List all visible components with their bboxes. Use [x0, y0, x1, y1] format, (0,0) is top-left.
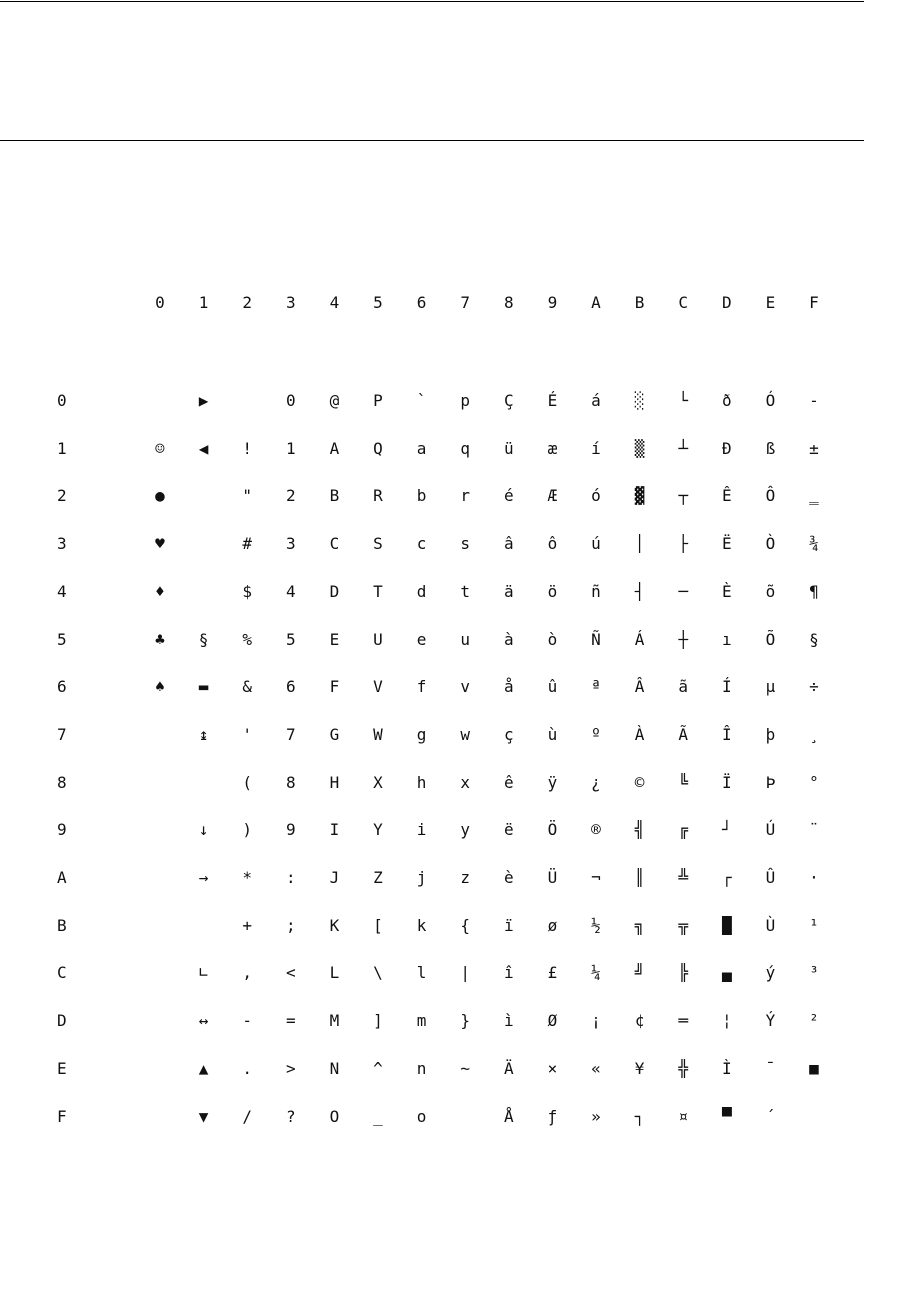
table-cell: ▲	[198, 1058, 209, 1078]
table-cell: Ë	[721, 534, 732, 554]
table-cell: ╝	[634, 963, 645, 983]
table-cell: │	[634, 534, 645, 554]
table-cell: ┤	[634, 581, 645, 601]
column-header: D	[721, 293, 732, 312]
table-cell: ø	[547, 915, 558, 935]
table-cell: æ	[547, 438, 558, 458]
table-cell: ]	[373, 1011, 383, 1031]
table-cell: f	[416, 677, 427, 697]
table-cell: Z	[373, 868, 383, 887]
row-header: 0	[57, 391, 67, 410]
table-cell: 4	[285, 581, 296, 601]
table-cell: T	[373, 581, 383, 601]
table-cell: H	[329, 772, 340, 792]
table-cell: Y	[373, 820, 383, 840]
table-cell: +	[242, 915, 252, 935]
table-cell: ×	[547, 1058, 558, 1078]
table-cell: Ä	[503, 1058, 514, 1078]
table-cell: Ù	[765, 915, 776, 935]
table-cell: -	[242, 1011, 252, 1031]
table-cell	[145, 864, 175, 892]
table-cell: v	[460, 677, 470, 697]
table-cell: e	[416, 629, 427, 649]
table-cell: →	[198, 868, 209, 887]
table-cell: l	[416, 963, 427, 983]
table-cell: :	[285, 868, 296, 887]
table-cell: ▄	[721, 963, 732, 983]
table-cell: Ô	[765, 486, 776, 506]
table-cell: ¬	[591, 868, 601, 887]
table-cell: ß	[765, 438, 776, 458]
table-cell: ½	[591, 915, 601, 935]
column-header: 5	[373, 293, 383, 312]
table-cell: &	[242, 677, 252, 697]
table-cell: ┴	[678, 438, 688, 458]
table-cell: █	[721, 915, 732, 935]
table-cell: A	[329, 438, 340, 458]
table-cell: ^	[373, 1058, 383, 1078]
table-cell: ù	[547, 724, 558, 744]
table-cell: =	[285, 1011, 296, 1031]
table-cell: ¸	[809, 724, 819, 744]
column-header: B	[634, 293, 645, 312]
table-cell: }	[460, 1011, 470, 1031]
table-cell: °	[809, 772, 819, 792]
table-cell	[145, 912, 175, 940]
table-cell: d	[416, 581, 427, 601]
table-cell: )	[242, 820, 252, 840]
table-cell: .	[242, 1058, 252, 1078]
table-cell: S	[373, 534, 383, 554]
table-cell: ;	[285, 915, 296, 935]
table-cell: é	[503, 486, 514, 506]
table-cell	[450, 1103, 480, 1131]
table-cell: ?	[285, 1106, 296, 1126]
table-cell: O	[329, 1106, 340, 1126]
table-cell: /	[242, 1106, 252, 1126]
table-cell: ò	[547, 629, 558, 649]
table-cell: Î	[721, 724, 732, 744]
table-cell: ═	[678, 1011, 688, 1031]
table-cell: É	[547, 391, 558, 410]
table-cell: o	[416, 1106, 427, 1126]
table-cell: ç	[503, 724, 514, 744]
table-cell: t	[460, 581, 470, 601]
column-header: 6	[416, 293, 427, 312]
table-cell: ╬	[678, 1058, 688, 1078]
column-header: E	[765, 293, 776, 312]
table-cell: y	[460, 820, 470, 840]
table-cell	[232, 387, 262, 415]
table-cell: q	[460, 438, 470, 458]
table-cell: 5	[285, 629, 296, 649]
table-cell: ´	[765, 1106, 776, 1126]
table-cell	[145, 959, 175, 987]
table-cell: F	[329, 677, 340, 697]
table-cell: R	[373, 486, 383, 506]
table-cell: Ã	[678, 724, 688, 744]
table-cell: ┐	[634, 1106, 645, 1126]
table-cell: <	[285, 963, 296, 983]
table-cell: ◀	[198, 438, 209, 458]
table-cell	[145, 387, 175, 415]
row-header: 4	[57, 581, 67, 601]
table-cell: ▓	[634, 486, 645, 506]
table-cell: $	[242, 581, 252, 601]
table-cell: ╠	[678, 963, 688, 983]
table-cell: ±	[809, 438, 819, 458]
table-cell: J	[329, 868, 340, 887]
table-cell: #	[242, 534, 252, 554]
table-cell: Ê	[721, 486, 732, 506]
table-cell: ı	[721, 629, 732, 649]
table-cell: Æ	[547, 486, 558, 506]
table-cell: ¿	[591, 772, 601, 792]
table-cell: Ú	[765, 820, 776, 840]
table-cell	[145, 721, 175, 749]
table-cell: !	[242, 438, 252, 458]
table-cell: ♠	[155, 677, 165, 697]
table-cell: è	[503, 868, 514, 887]
table-cell: ╔	[678, 820, 688, 840]
table-cell	[189, 530, 219, 558]
table-cell: ■	[809, 1058, 819, 1078]
table-cell: V	[373, 677, 383, 697]
table-cell: ¡	[591, 1011, 601, 1031]
table-cell: ¤	[678, 1106, 688, 1126]
column-header: 2	[242, 293, 252, 312]
table-cell: ─	[678, 581, 688, 601]
table-cell: L	[329, 963, 340, 983]
table-cell: ▀	[721, 1106, 732, 1126]
table-cell: '	[242, 724, 252, 744]
table-cell: %	[242, 629, 252, 649]
column-header: F	[809, 293, 819, 312]
table-cell: ┘	[721, 820, 732, 840]
table-cell: ┌	[721, 868, 732, 887]
row-header: 3	[57, 534, 67, 554]
table-cell: È	[721, 581, 732, 601]
column-header: 0	[155, 293, 165, 312]
table-cell: ╣	[634, 820, 645, 840]
table-cell: X	[373, 772, 383, 792]
table-cell: å	[503, 677, 514, 697]
table-cell	[145, 769, 175, 797]
table-cell: \	[373, 963, 383, 983]
table-cell: Ñ	[591, 629, 601, 649]
table-cell: "	[242, 486, 252, 506]
table-cell: U	[373, 629, 383, 649]
table-cell: a	[416, 438, 427, 458]
column-header: 9	[547, 293, 558, 312]
table-cell: ¹	[809, 915, 819, 935]
table-cell: K	[329, 915, 340, 935]
table-cell: ▒	[634, 438, 645, 458]
table-cell: ║	[634, 868, 645, 887]
table-cell: 7	[285, 724, 296, 744]
table-cell: ▬	[198, 677, 209, 697]
table-cell: ♦	[155, 581, 165, 601]
table-cell: ╦	[678, 915, 688, 935]
table-cell: C	[329, 534, 340, 554]
table-cell: ö	[547, 581, 558, 601]
table-cell: ã	[678, 677, 688, 697]
table-cell: î	[503, 963, 514, 983]
table-cell: »	[591, 1106, 601, 1126]
table-cell: §	[809, 629, 819, 649]
table-cell: P	[373, 391, 383, 410]
table-cell: ²	[809, 1011, 819, 1031]
table-cell: I	[329, 820, 340, 840]
table-cell: ô	[547, 534, 558, 554]
table-cell: ☺	[155, 438, 165, 458]
table-cell: ý	[765, 963, 776, 983]
row-header: E	[57, 1058, 67, 1078]
row-header: F	[57, 1106, 67, 1126]
table-cell	[189, 482, 219, 510]
table-cell: ð	[721, 391, 732, 410]
table-cell: Ç	[503, 391, 514, 410]
table-cell: ú	[591, 534, 601, 554]
table-cell: E	[329, 629, 340, 649]
table-cell: ü	[503, 438, 514, 458]
column-header: 3	[285, 293, 296, 312]
table-cell: £	[547, 963, 558, 983]
table-cell: └	[678, 391, 688, 410]
table-cell: |	[460, 963, 470, 983]
table-cell: -	[809, 391, 819, 410]
table-cell: ♥	[155, 534, 165, 554]
table-cell: §	[198, 629, 209, 649]
table-cell	[189, 912, 219, 940]
table-cell: ê	[503, 772, 514, 792]
table-cell: ä	[503, 581, 514, 601]
row-header: 7	[57, 724, 67, 744]
table-cell: õ	[765, 581, 776, 601]
table-cell: _	[373, 1106, 383, 1126]
table-cell: u	[460, 629, 470, 649]
table-cell: þ	[765, 724, 776, 744]
column-header: C	[678, 293, 688, 312]
row-header: 9	[57, 820, 67, 840]
table-cell: N	[329, 1058, 340, 1078]
table-cell: i	[416, 820, 427, 840]
table-cell: r	[460, 486, 470, 506]
table-cell: s	[460, 534, 470, 554]
table-cell: W	[373, 724, 383, 744]
table-cell: {	[460, 915, 470, 935]
table-cell: @	[329, 391, 340, 410]
table-cell: ³	[809, 963, 819, 983]
table-cell: 1	[285, 438, 296, 458]
table-cell: n	[416, 1058, 427, 1078]
table-cell: B	[329, 486, 340, 506]
table-cell: ñ	[591, 581, 601, 601]
table-cell: ↔	[198, 1011, 209, 1031]
table-cell: k	[416, 915, 427, 935]
table-cell: (	[242, 772, 252, 792]
table-cell: ë	[503, 820, 514, 840]
table-cell: á	[591, 391, 601, 410]
table-cell: ó	[591, 486, 601, 506]
table-cell: í	[591, 438, 601, 458]
table-cell: Õ	[765, 629, 776, 649]
table-cell: 9	[285, 820, 296, 840]
table-cell: ì	[503, 1011, 514, 1031]
table-cell: Ó	[765, 391, 776, 410]
table-cell: Þ	[765, 772, 776, 792]
table-cell	[145, 1055, 175, 1083]
table-cell: 6	[285, 677, 296, 697]
table-cell: 3	[285, 534, 296, 554]
table-cell: ╚	[678, 772, 688, 792]
table-cell: 2	[285, 486, 296, 506]
row-header: 2	[57, 486, 67, 506]
table-cell: ®	[591, 820, 601, 840]
table-cell: Á	[634, 629, 645, 649]
table-cell: Ö	[547, 820, 558, 840]
table-cell: À	[634, 724, 645, 744]
table-cell: w	[460, 724, 470, 744]
table-cell: *	[242, 868, 252, 887]
table-cell: ▼	[198, 1106, 209, 1126]
table-cell: ¼	[591, 963, 601, 983]
table-cell: ░	[634, 391, 645, 410]
table-cell: ├	[678, 534, 688, 554]
table-cell: ¦	[721, 1011, 732, 1031]
column-header: 1	[198, 293, 209, 312]
table-cell	[145, 1007, 175, 1035]
table-cell: m	[416, 1011, 427, 1031]
table-cell: â	[503, 534, 514, 554]
table-cell: `	[416, 391, 427, 410]
table-cell: G	[329, 724, 340, 744]
column-header: A	[591, 293, 601, 312]
table-cell: Q	[373, 438, 383, 458]
table-cell: Ü	[547, 868, 558, 887]
table-cell: b	[416, 486, 427, 506]
table-cell: ï	[503, 915, 514, 935]
table-cell: ƒ	[547, 1106, 558, 1126]
table-cell: ♣	[155, 629, 165, 649]
table-cell: µ	[765, 677, 776, 697]
row-header: 8	[57, 772, 67, 792]
column-header: 4	[329, 293, 340, 312]
table-cell: D	[329, 581, 340, 601]
row-header: D	[57, 1011, 67, 1031]
table-cell: ┼	[678, 629, 688, 649]
table-cell: j	[416, 868, 427, 887]
table-cell	[189, 578, 219, 606]
table-cell: û	[547, 677, 558, 697]
table-cell: ¾	[809, 534, 819, 554]
table-cell: ↨	[198, 724, 209, 744]
table-cell: ╗	[634, 915, 645, 935]
table-cell	[189, 769, 219, 797]
table-cell: Ï	[721, 772, 732, 792]
table-cell: Ø	[547, 1011, 558, 1031]
table-cell: ▶	[198, 391, 209, 410]
table-cell: à	[503, 629, 514, 649]
table-cell: g	[416, 724, 427, 744]
table-cell: ÷	[809, 677, 819, 697]
table-cell: ↓	[198, 820, 209, 840]
table-cell: >	[285, 1058, 296, 1078]
table-cell: p	[460, 391, 470, 410]
table-cell: ©	[634, 772, 645, 792]
table-cell	[145, 816, 175, 844]
table-cell: º	[591, 724, 601, 744]
table-cell: ∟	[198, 963, 209, 983]
table-cell: Ý	[765, 1011, 776, 1031]
table-cell: Đ	[721, 438, 732, 458]
row-header: 1	[57, 438, 67, 458]
row-header: C	[57, 963, 67, 983]
row-header: 5	[57, 629, 67, 649]
table-cell: ÿ	[547, 772, 558, 792]
table-cell: ¨	[809, 820, 819, 840]
table-cell: Ò	[765, 534, 776, 554]
row-header: A	[57, 868, 67, 887]
table-cell: 0	[285, 391, 296, 410]
table-cell: «	[591, 1058, 601, 1078]
table-cell: ¶	[809, 581, 819, 601]
table-cell: h	[416, 772, 427, 792]
table-cell: Í	[721, 677, 732, 697]
table-cell: ~	[460, 1058, 470, 1078]
column-header: 8	[503, 293, 514, 312]
table-cell: x	[460, 772, 470, 792]
table-cell: Å	[503, 1106, 514, 1126]
table-cell: c	[416, 534, 427, 554]
column-header: 7	[460, 293, 470, 312]
table-cell: ª	[591, 677, 601, 697]
table-cell	[799, 1103, 829, 1131]
row-header: B	[57, 915, 67, 935]
table-cell: 8	[285, 772, 296, 792]
table-cell: [	[373, 915, 383, 935]
table-cell: ‗	[809, 486, 819, 506]
table-cell: ¢	[634, 1011, 645, 1031]
table-cell: M	[329, 1011, 340, 1031]
table-cell: z	[460, 868, 470, 887]
table-cell: ¯	[765, 1058, 776, 1078]
table-cell: ┬	[678, 486, 688, 506]
table-cell: Û	[765, 868, 776, 887]
table-cell: Â	[634, 677, 645, 697]
table-cell	[145, 1103, 175, 1131]
table-cell: ●	[155, 486, 165, 506]
table-cell: ·	[809, 868, 819, 887]
row-header: 6	[57, 677, 67, 697]
table-cell: ¥	[634, 1058, 645, 1078]
table-cell: ╩	[678, 868, 688, 887]
table-cell: ,	[242, 963, 252, 983]
table-cell: Ì	[721, 1058, 732, 1078]
